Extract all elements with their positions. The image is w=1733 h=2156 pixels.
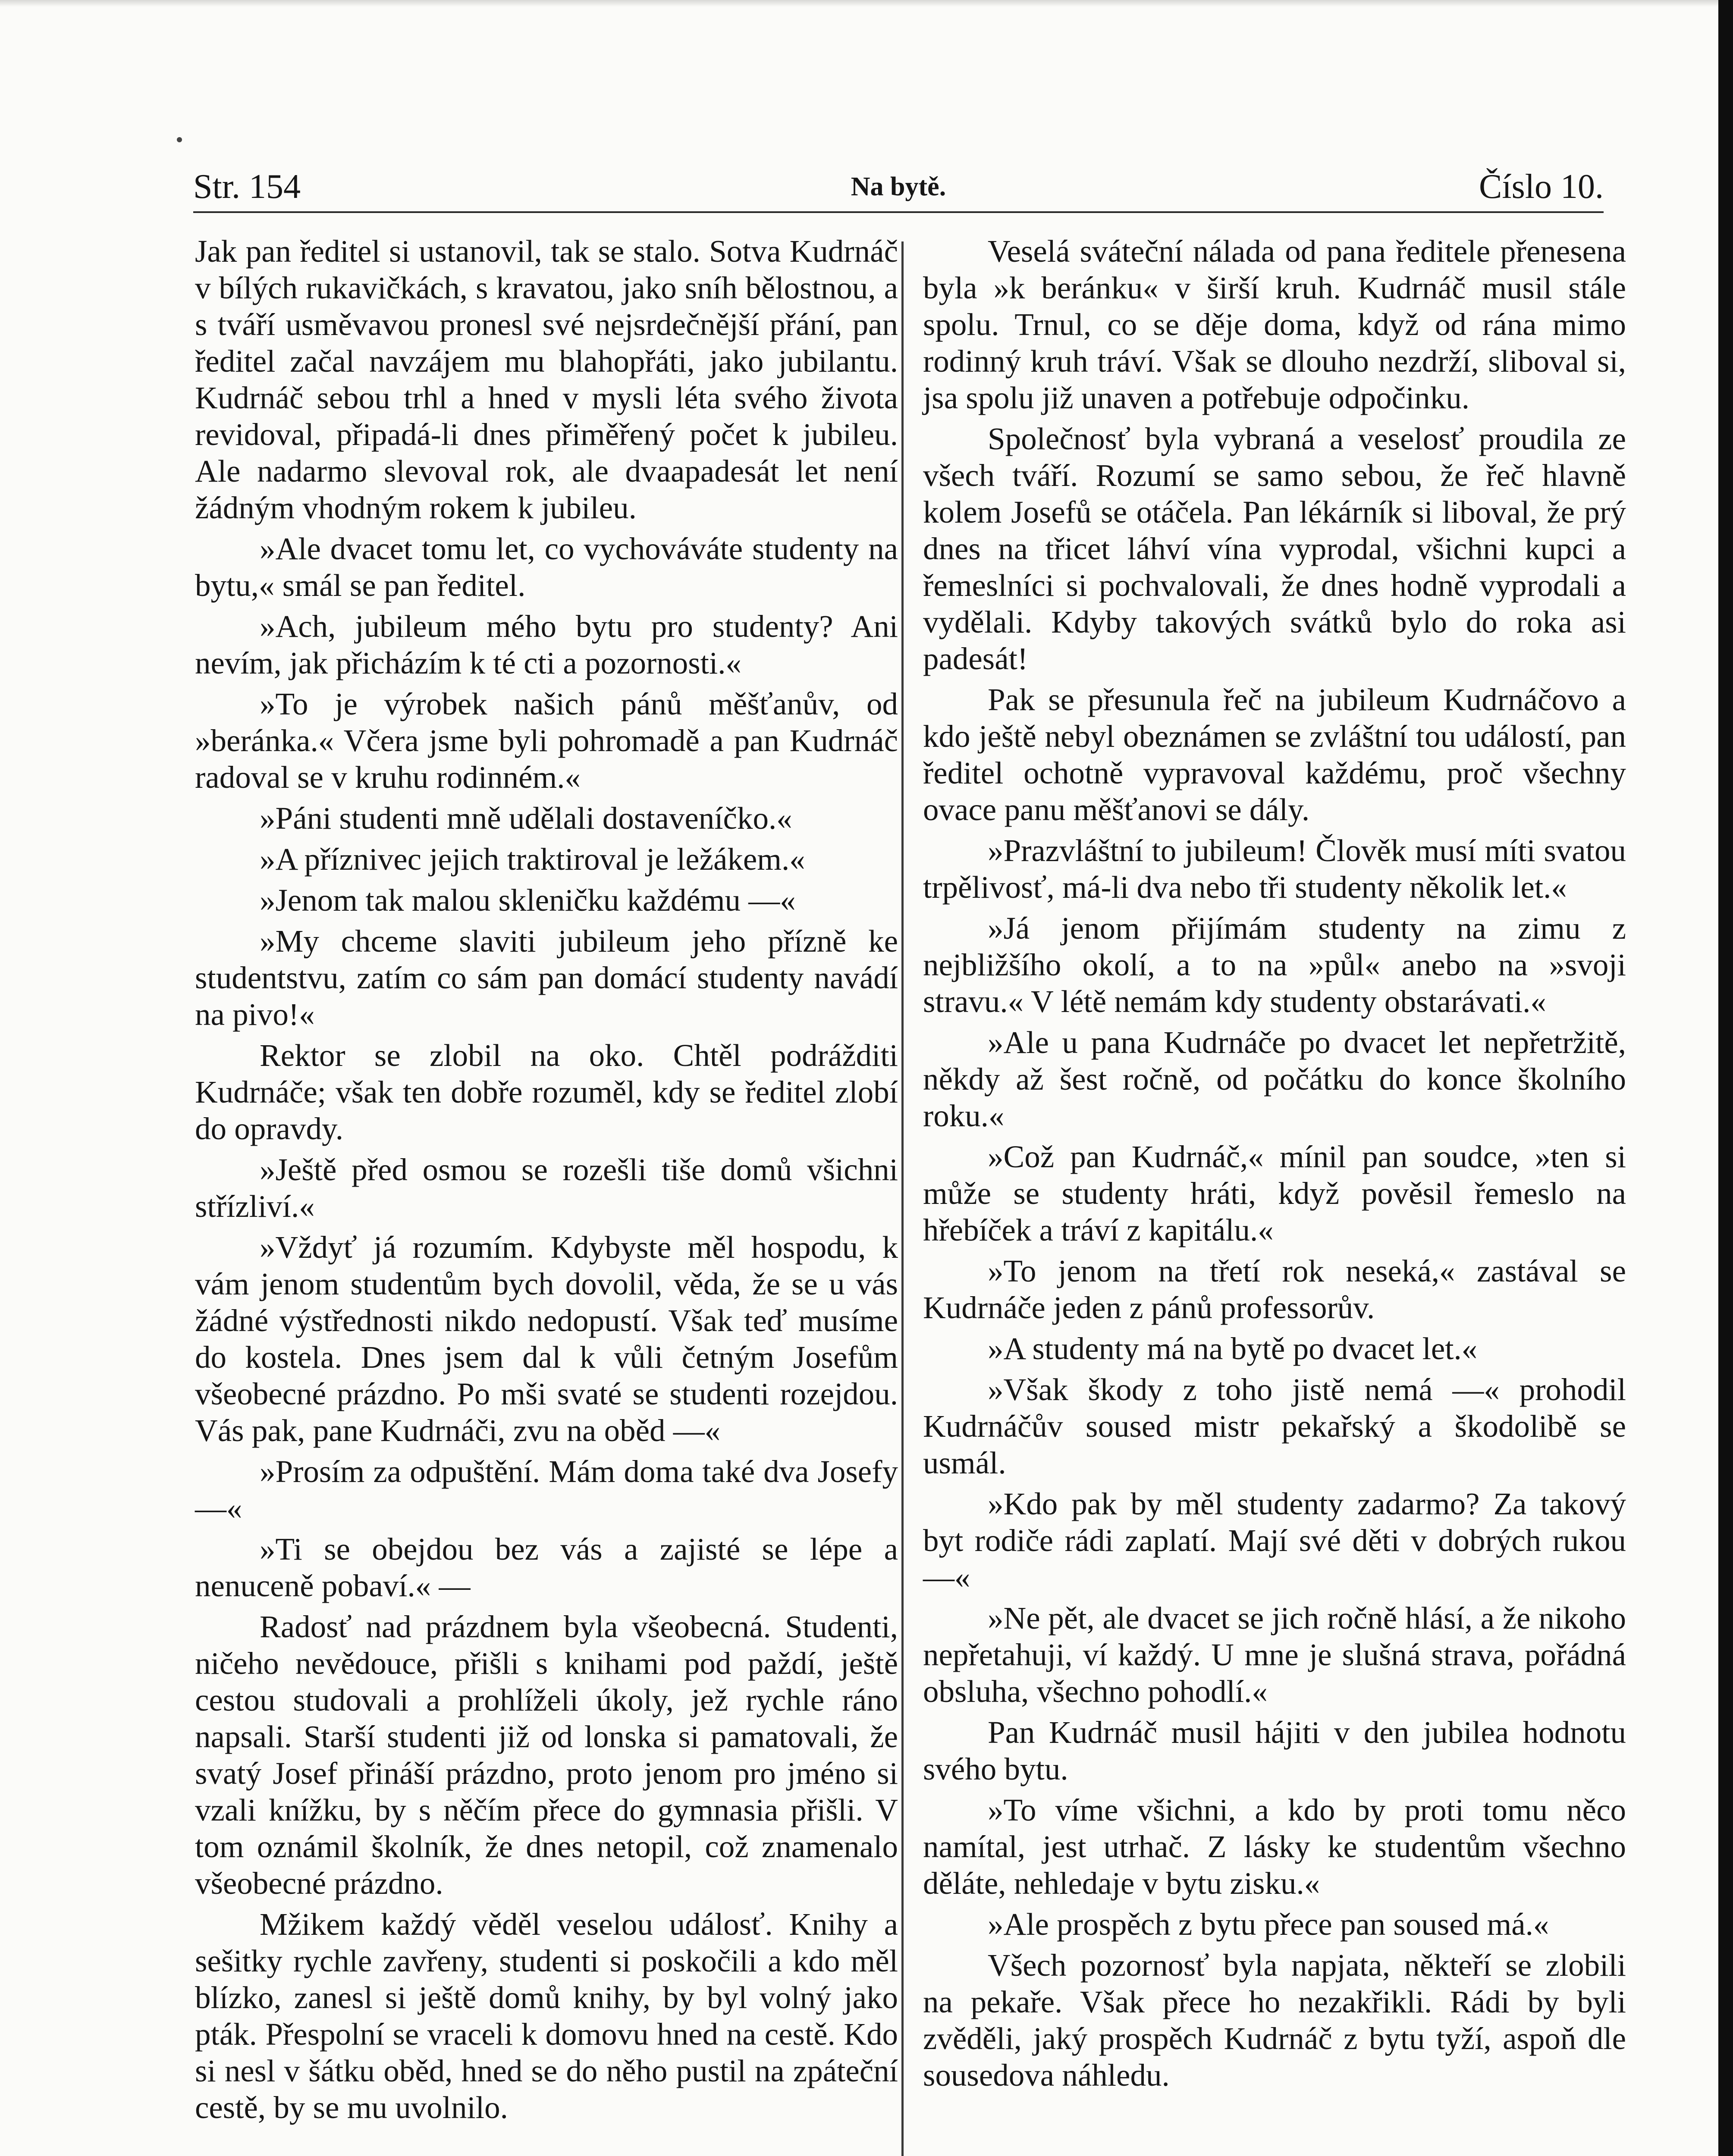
page-number: Str. 154 <box>193 168 301 206</box>
paragraph: »To jenom na třetí rok neseká,« zastával se Kudrnáče jeden z pánů professorův. <box>923 1253 1626 1325</box>
paragraph: »Já jenom přijímám studenty na zimu z nejbližšího okolí, a to na »půl« anebo na »svoji stravu.« V létě nemám kdy studenty obstarávati.« <box>923 911 1626 1019</box>
paragraph: »Však škody z toho jistě nemá —« prohodil Kudrnáčův soused mistr pekařský a škodolibě se usmál. <box>923 1372 1626 1480</box>
right-column <box>923 233 1626 2098</box>
paragraph: Rektor se zlobil na oko. Chtěl podrážditi Kudrnáče; však ten dobře rozuměl, kdy se ředitel zlobí do opravdy. <box>195 1038 898 1146</box>
paragraph: »A příznivec jejich traktiroval je ležákem.« <box>260 842 805 877</box>
paragraph: »Ale dvacet tomu let, co vychováváte studenty na bytu,« smál se pan ředitel. <box>195 531 898 603</box>
paragraph: Radosť nad prázdnem byla všeobecná. Studenti, ničeho nevědouce, přišli s knihami pod paždí, ještě cestou studovali a prohlíželi úkoly, jež rychle ráno napsali. Starší studenti již od lonska si pamatovali, že svatý Josef přináší prázdno, proto jenom pro jméno si vzali knížku, by s něčím přece do gymnasia přišli. V tom oznámil školník, že dnes netopil, což znamenalo všeobecné prázdno. <box>195 1609 898 1901</box>
paragraph: »Ne pět, ale dvacet se jich ročně hlásí, a že nikoho nepřetahuji, ví každý. U mne je slušná strava, pořádná obsluha, všechno pohodlí.« <box>923 1601 1626 1709</box>
paragraph: Mžikem každý věděl veselou událosť. Knihy a sešitky rychle zavřeny, studenti si poskočili a kdo měl blízko, zanesl si ještě domů knihy, by byl volný jako pták. Přespolní se vraceli k domovu hned na cestě. Kdo si nesl v šátku oběd, hned se do něho pustil na zpáteční cestě, by se mu uvolnilo. <box>195 1907 898 2125</box>
paragraph: »Vždyť já rozumím. Kdybyste měl hospodu, k vám jenom studentům bych dovolil, věda, že se u vás žádné výstřednosti nikdo nedopustí. Však teď musíme do kostela. Dnes jsem dal k vůli četným Josefům všeobecné prázdno. Po mši svaté se studenti rozejdou. Vás pak, pane Kudrnáči, zvu na oběd —« <box>195 1230 898 1448</box>
paragraph: Veselá sváteční nálada od pana ředitele přenesena byla »k beránku« v širší kruh. Kudrnáč musil stále spolu. Trnul, co se děje doma, když od rána mimo rodinný kruh tráví. Však se dlouho nezdrží, sliboval si, jsa spolu již unaven a potřebuje odpočinku. <box>923 234 1626 415</box>
paragraph: Pan Kudrnáč musil hájiti v den jubilea hodnotu svého bytu. <box>923 1715 1626 1786</box>
paragraph: »Kdo pak by měl studenty zadarmo? Za takový byt rodiče rádi zaplatí. Mají své děti v dobrých rukou —« <box>923 1486 1626 1595</box>
paragraph: »Páni studenti mně udělali dostaveníčko.« <box>260 801 792 836</box>
header-rule <box>193 211 1604 213</box>
paragraph: »Což pan Kudrnáč,« mínil pan soudce, »ten si může se studenty hráti, když pověsil řemeslo na hřebíček a tráví z kapitálu.« <box>923 1139 1626 1247</box>
paragraph: Všech pozornosť byla napjata, někteří se zlobili na pekaře. Však přece ho nezakřikli. Rádi by byli zvěděli, jaký prospěch Kudrnáč z bytu tyží, aspoň dle sousedova náhledu. <box>923 1948 1626 2093</box>
paragraph: »A studenty má na bytě po dvacet let.« <box>988 1331 1478 1366</box>
paragraph: »Ale prospěch z bytu přece pan soused má.« <box>988 1907 1549 1942</box>
paragraph: »Ti se obejdou bez vás a zajisté se lépe a nenuceně pobaví.« — <box>195 1532 898 1603</box>
column-divider <box>901 241 904 2156</box>
page-top-edge <box>0 0 1733 7</box>
paragraph: »To víme všichni, a kdo by proti tomu něco namítal, jest utrhač. Z lásky ke studentům všechno děláte, nehledaje v bytu zisku.« <box>923 1792 1626 1901</box>
paragraph: »Ještě před osmou se rozešli tiše domů všichni střízliví.« <box>195 1152 898 1224</box>
page-header <box>193 163 1604 210</box>
paragraph: Společnosť byla vybraná a veselosť proudila ze všech tváří. Rozumí se samo sebou, že řeč hlavně kolem Josefů se otáčela. Pan lékárník si liboval, že prý dnes na třicet láhví vína vyprodal, všichni kupci a řemeslníci si pochvalovali, že dnes hodně vyprodali a vydělali. Kdyby takových svátků bylo do roka asi padesát! <box>923 421 1626 676</box>
left-column <box>195 233 898 2130</box>
paragraph: »To je výrobek našich pánů měšťanův, od »beránka.« Včera jsme byli pohromadě a pan Kudrnáč radoval se v kruhu rodinném.« <box>195 686 898 795</box>
running-title: Na bytě. <box>851 172 946 201</box>
paragraph: Pak se přesunula řeč na jubileum Kudrnáčovo a kdo ještě nebyl obeznámen se zvláštní tou událostí, pan ředitel ochotně vypravoval každému, proč všechny ovace panu měšťanovi se dály. <box>923 682 1626 827</box>
paragraph: Jak pan ředitel si ustanovil, tak se stalo. Sotva Kudrnáč v bílých rukavičkách, s kravatou, jako sníh bělostnou, a s tváří usměvavou pronesl své nejsrdečnější přání, pan ředitel začal navzájem mu blahopřáti, jako jubilantu. Kudrnáč sebou trhl a hned v mysli léta svého života revidoval, připadá-li dnes přiměřený počet k jubileu. Ale nadarmo slevoval rok, ale dvaapadesát let není žádným vhodným rokem k jubileu. <box>195 234 898 525</box>
paragraph: »Ale u pana Kudrnáče po dvacet let nepřetržitě, někdy až šest ročně, od počátku do konce školního roku.« <box>923 1025 1626 1133</box>
paragraph: »Jenom tak malou skleničku každému —« <box>260 883 796 918</box>
paragraph: »Prazvláštní to jubileum! Člověk musí míti svatou trpělivosť, má-li dva nebo tři studenty několik let.« <box>923 833 1626 905</box>
scan-speck <box>177 137 182 142</box>
issue-number: Číslo 10. <box>1479 168 1604 206</box>
paragraph: »My chceme slaviti jubileum jeho přízně ke studentstvu, zatím co sám pan domácí studenty navádí na pivo!« <box>195 924 898 1032</box>
scan-border-right <box>1718 0 1733 2156</box>
paragraph: »Ach, jubileum mého bytu pro studenty? Ani nevím, jak přicházím k té cti a pozornosti.« <box>195 609 898 680</box>
paragraph: »Prosím za odpuštění. Mám doma také dva Josefy —« <box>195 1454 898 1526</box>
